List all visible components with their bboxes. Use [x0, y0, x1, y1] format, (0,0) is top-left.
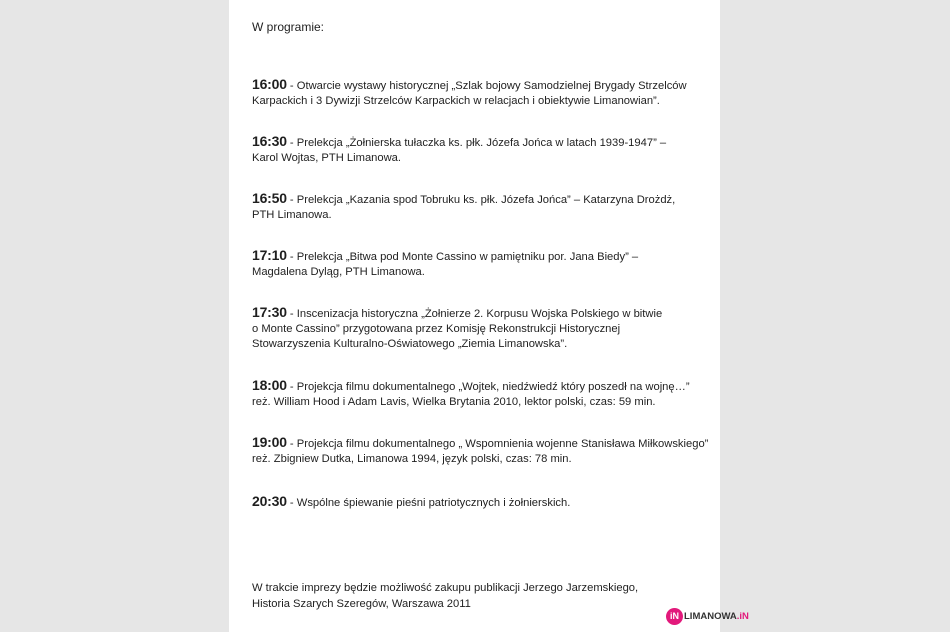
logo-name: LIMANOWA: [684, 610, 737, 622]
schedule-text: - Wspólne śpiewanie pieśni patriotycznych i żołnierskich.: [286, 497, 571, 509]
schedule-item: [252, 378, 702, 410]
schedule-text: Karol Wojtas, PTH Limanowa.: [252, 152, 402, 164]
schedule-item: [252, 191, 702, 223]
schedule-item: [252, 494, 702, 511]
schedule-time: 16:30: [252, 133, 287, 149]
schedule-item: [252, 305, 702, 352]
footer-note: [252, 580, 702, 612]
schedule-time: 17:30: [252, 304, 287, 320]
schedule-text: Magdalena Dyląg, PTH Limanowa.: [252, 266, 425, 278]
schedule-text: PTH Limanowa.: [252, 209, 332, 221]
schedule-text: reż. William Hood i Adam Lavis, Wielka Brytania 2010, lektor polski, czas: 59 min.: [252, 396, 656, 408]
footer-line: W trakcie imprezy będzie możliwość zakupu publikacji Jerzego Jarzemskiego,: [252, 582, 639, 594]
schedule-time: 20:30: [252, 493, 287, 509]
schedule-time: 17:10: [252, 247, 287, 263]
schedule-line: [252, 378, 702, 395]
schedule-time: 19:00: [252, 434, 287, 450]
schedule-time: 16:00: [252, 76, 287, 92]
logo-text: [684, 611, 749, 622]
schedule-time: 16:50: [252, 190, 287, 206]
logo-mark-icon: iN: [666, 608, 683, 625]
program-heading: W programie:: [252, 20, 325, 34]
schedule-text: - Projekcja filmu dokumentalnego „Wojtek, niedźwiedź który poszedł na wojnę…”: [286, 381, 690, 393]
schedule-line: [252, 434, 709, 452]
schedule-text: - Prelekcja „Żołnierska tułaczka ks. płk. Józefa Jońca w latach 1939-1947” –: [286, 137, 667, 149]
schedule-text: - Prelekcja „Kazania spod Tobruku ks. płk. Józefa Jońca” – Katarzyna Drożdż,: [286, 194, 676, 206]
schedule-line: [252, 134, 702, 151]
schedule-text: - Otwarcie wystawy historycznej „Szlak bojowy Samodzielnej Brygady Strzelców: [286, 80, 687, 92]
schedule-text: - Inscenizacja historyczna „Żołnierze 2. Korpusu Wojska Polskiego w bitwie: [286, 308, 663, 320]
schedule-text: - Projekcja filmu dokumentalnego „ Wspomnienia wojenne Stanisława Miłkowskiego”: [286, 438, 709, 450]
schedule-time: 18:00: [252, 377, 287, 393]
schedule-line: [252, 191, 702, 208]
schedule-line: [252, 494, 702, 511]
schedule-item: [252, 134, 702, 166]
schedule-text: - Prelekcja „Bitwa pod Monte Cassino w pamiętniku por. Jana Biedy” –: [286, 251, 639, 263]
schedule-item: [252, 77, 702, 109]
schedule-line: [252, 77, 702, 94]
schedule-text: o Monte Cassino” przygotowana przez Komisję Rekonstrukcji Historycznej: [252, 323, 621, 335]
schedule-text: Stowarzyszenia Kulturalno-Oświatowego „Ziemia Limanowska”.: [252, 338, 568, 350]
schedule-text: reż. Zbigniew Dutka, Limanowa 1994, język polski, czas: 78 min.: [252, 453, 572, 465]
logo-suffix: .iN: [736, 610, 749, 622]
schedule-text: Karpackich i 3 Dywizji Strzelców Karpackich w relacjach i obiektywie Limanowian”.: [252, 95, 660, 107]
limanowa-logo[interactable]: [666, 606, 749, 626]
schedule-line: [252, 305, 702, 322]
schedule-item: [252, 434, 709, 467]
document-page: [229, 0, 749, 632]
schedule-line: [252, 248, 702, 265]
footer-line: Historia Szarych Szeregów, Warszawa 2011: [252, 598, 471, 610]
schedule-item: [252, 248, 702, 280]
